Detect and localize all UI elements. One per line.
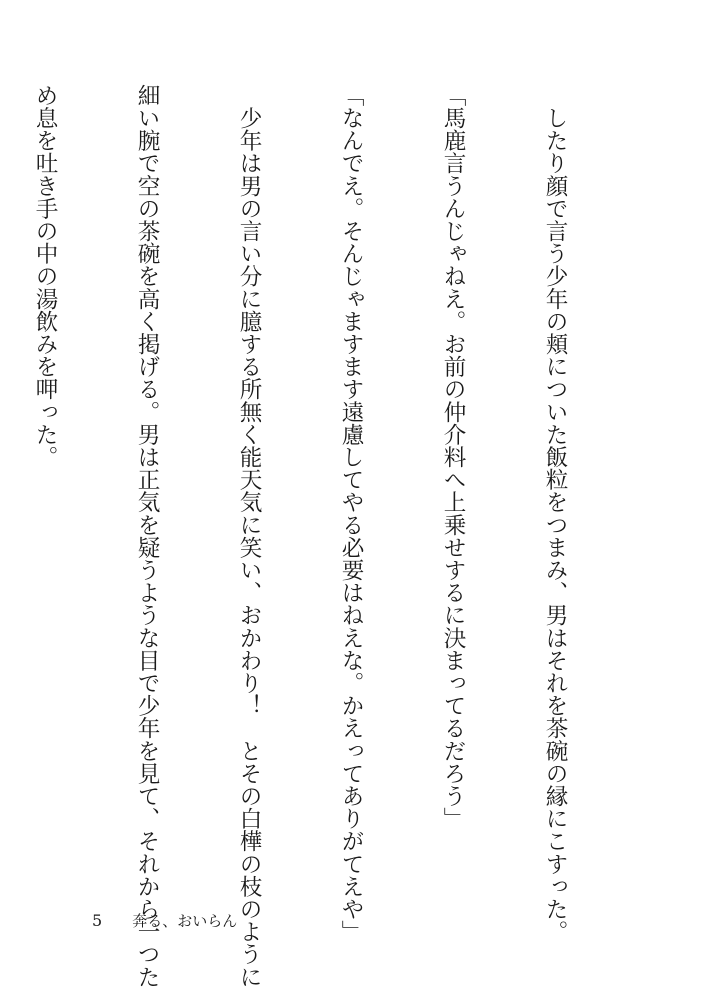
text-line: 「なんでえ。そんじゃますます遠慮してやる必要はねえな。かえってありがてえや」 (338, 84, 364, 943)
text-line: 少年は男の言い分に臆する所無く能天気に笑い、おかわり！ とその白樺の枝のように (236, 84, 262, 988)
text-line: 「馬鹿言うんじゃねえ。お前の仲介料へ上乗せするに決まってるだろう」 (440, 84, 466, 830)
page-number: 5 (92, 910, 103, 930)
text-line: め息を吐き手の中の湯飲みを呷った。 (32, 84, 58, 469)
text-line: したり顔で言う少年の頬についた飯粒をつまみ、男はそれを茶碗の縁にこすった。 (542, 84, 568, 943)
page-footer (92, 908, 237, 932)
running-title: 奔る、おいらん (132, 911, 238, 930)
text-line: 細い腕で空の茶碗を高く掲げる。男は正気を疑うような目で少年を見て、それから一つた (134, 84, 160, 988)
